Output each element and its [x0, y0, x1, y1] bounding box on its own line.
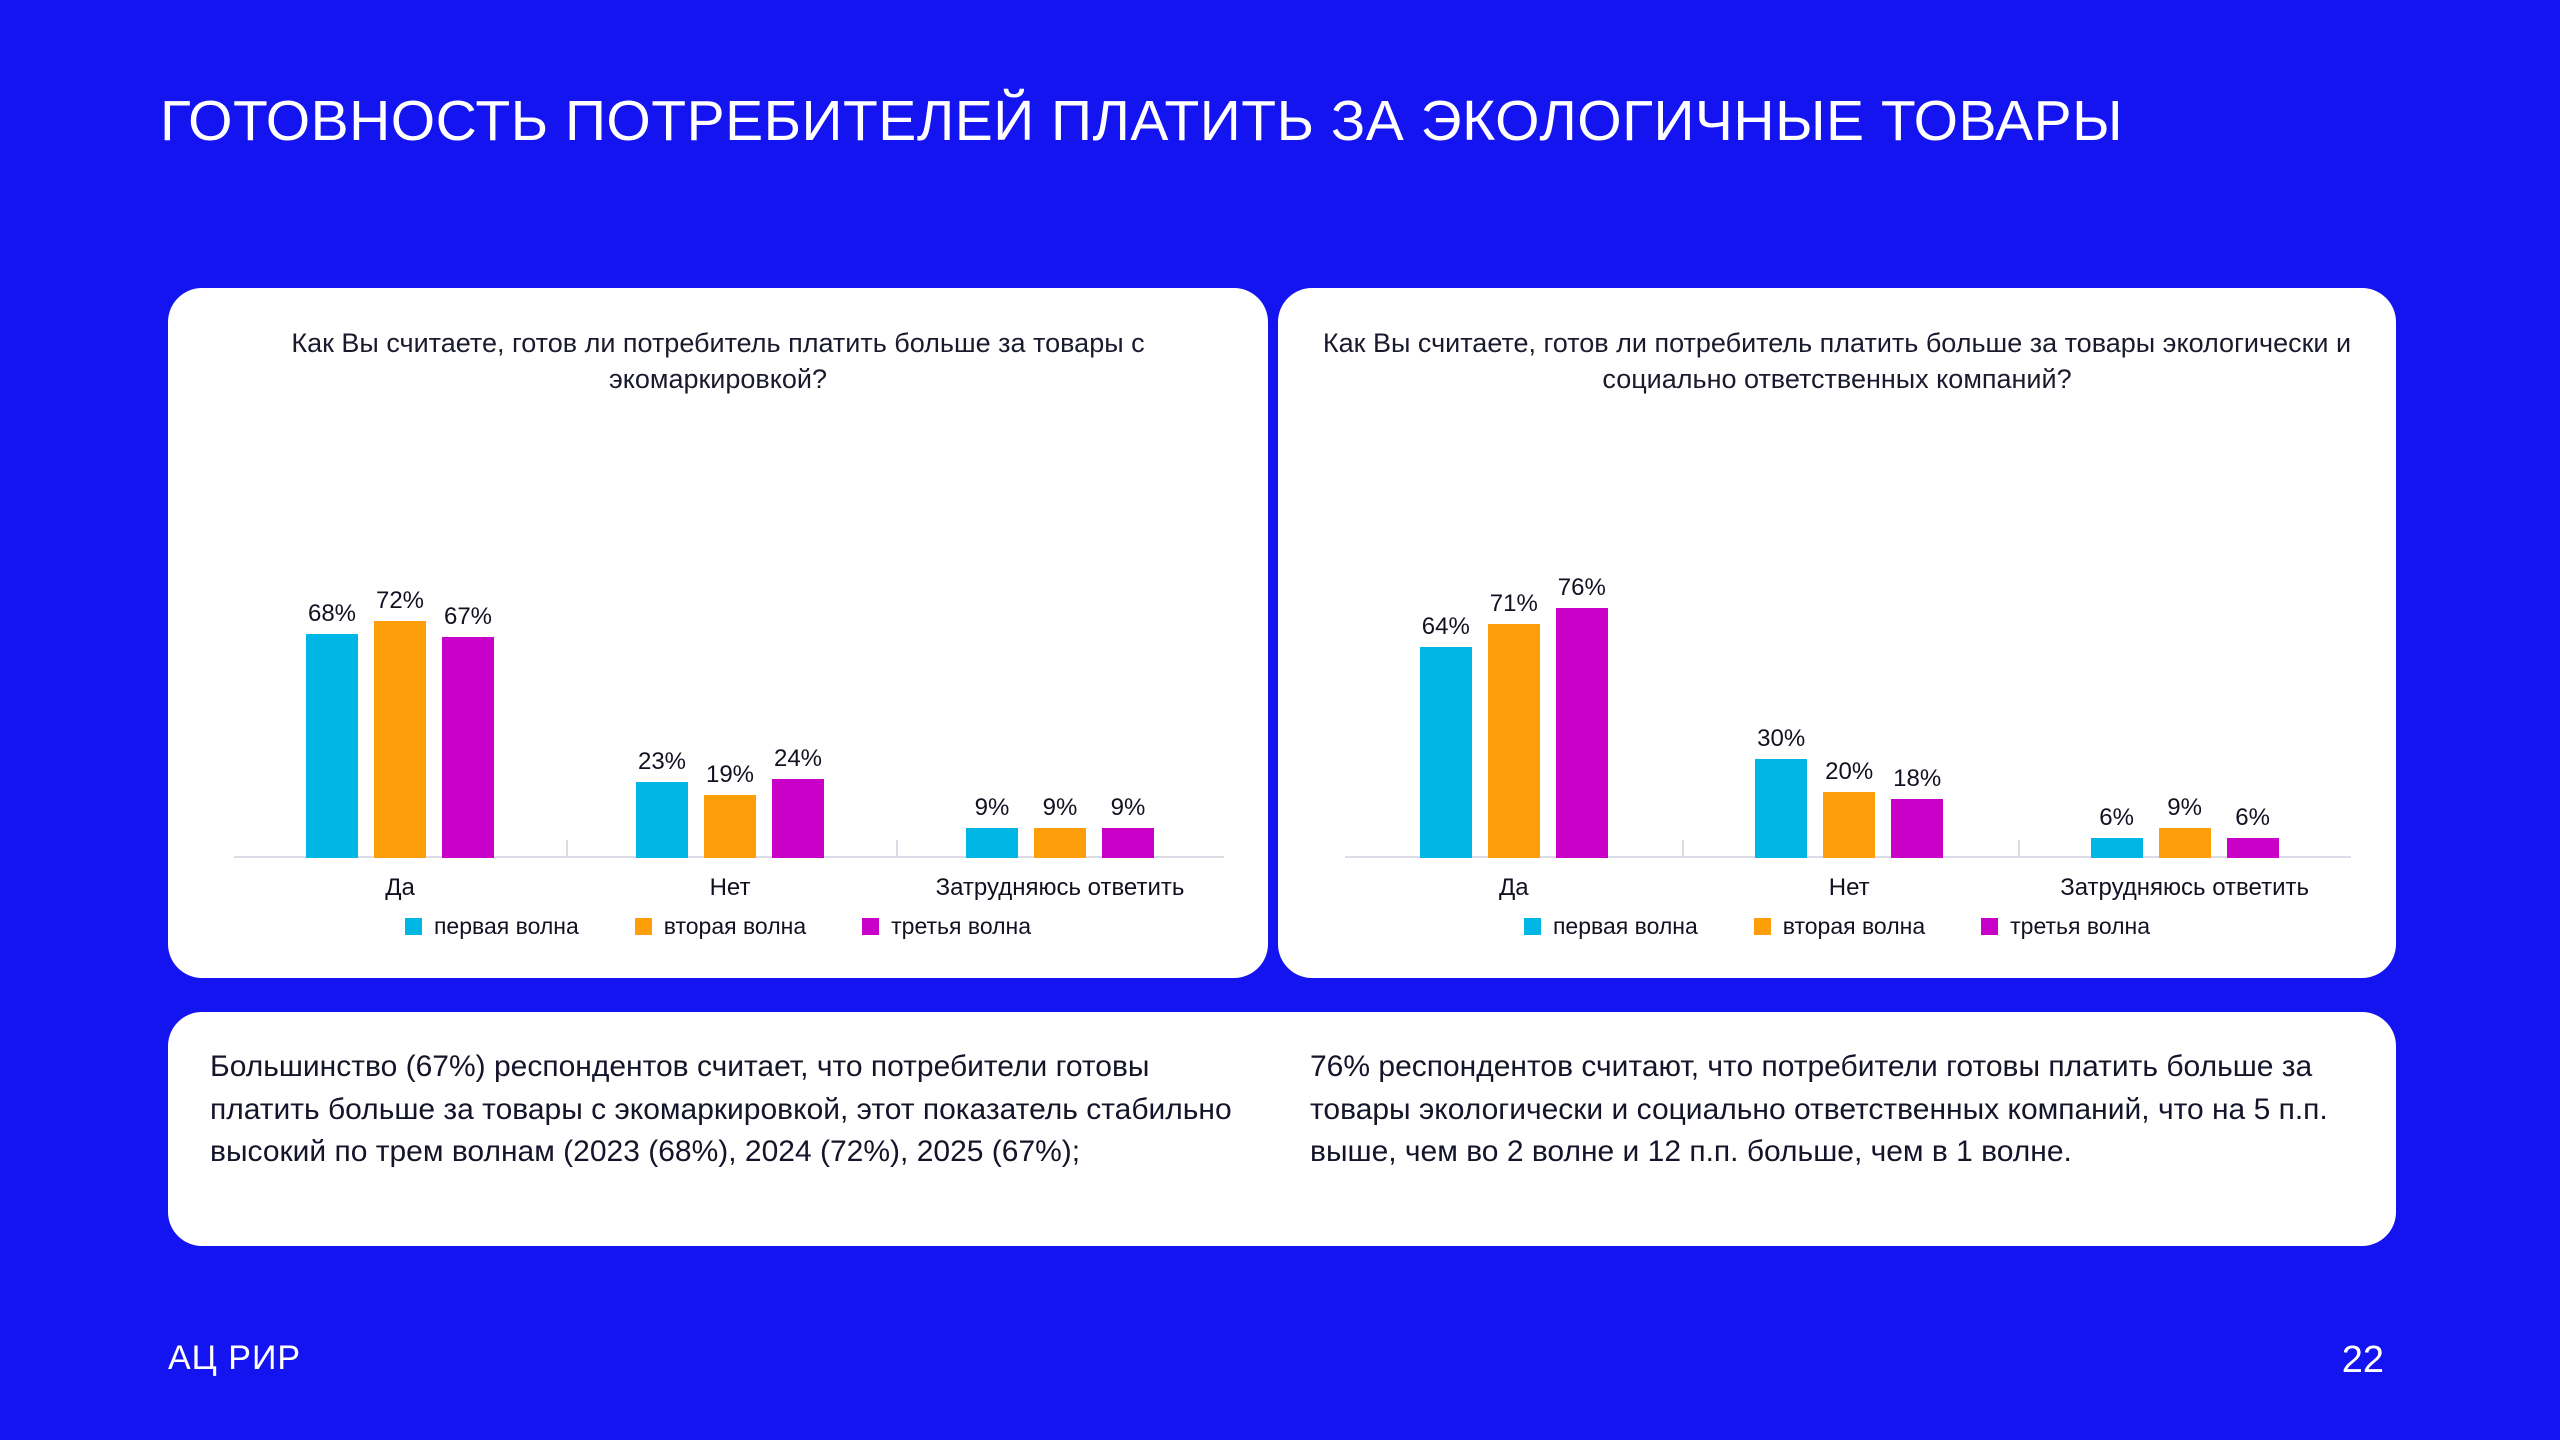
legend-item: [862, 913, 1031, 940]
legend-item: [635, 913, 806, 940]
bar-wave2: [1823, 792, 1875, 858]
bar-value-label: 18%: [1893, 765, 1942, 792]
bar-wave1: [2091, 838, 2143, 858]
legend-label: вторая волна: [1782, 913, 1926, 939]
chart-plot-right: [1278, 418, 2396, 901]
bar-value-label: 67%: [443, 603, 493, 630]
bar-value-label: 6%: [2099, 804, 2134, 831]
bar-wave1: [1755, 759, 1807, 858]
chart-legend-left: [168, 913, 1268, 940]
chart-question-left: Как Вы считаете, готов ли потребитель платить больше за товары с экомаркировкой?: [291, 328, 1145, 394]
bar-wrap: [1420, 418, 1472, 858]
summary-text-left: Большинство (67%) респондентов считает, что потребители готовы платить больше за товары с экомаркировкой, этот показатель стабильно высокий по трем волнам (2023 (68%), 2024 (72%), 2025 (67%);: [210, 1050, 1232, 1169]
category-label: Да: [1498, 874, 1529, 901]
bar-wrap: [306, 418, 358, 858]
bar-group: [1680, 418, 2015, 901]
bar-wrap: [1102, 418, 1154, 858]
bar-value-label: 30%: [1757, 725, 1806, 752]
chart-card-right: [1278, 288, 2396, 978]
bar-wrap: [1556, 418, 1608, 858]
bar-wave3: [442, 637, 494, 858]
legend-item: [1524, 913, 1698, 940]
bar-value-label: 72%: [375, 587, 425, 614]
legend-swatch-wave2: [1754, 918, 1771, 935]
legend-swatch-wave2: [635, 918, 652, 935]
bar-groups-left: [234, 418, 1224, 901]
bar-wrap: [1488, 418, 1540, 858]
legend-swatch-wave1: [1524, 918, 1541, 935]
legend-swatch-wave3: [1981, 918, 1998, 935]
bar-wrap: [1034, 418, 1086, 858]
bar-value-label: 20%: [1825, 758, 1874, 785]
bar-wrap: [374, 418, 426, 858]
bar-wave1: [1420, 647, 1472, 858]
bar-value-label: 71%: [1489, 590, 1538, 617]
legend-label: первая волна: [433, 913, 579, 939]
bar-wave3: [772, 779, 824, 858]
chart-question-right: Как Вы считаете, готов ли потребитель платить больше за товары экологически и социально ответственных компаний?: [1322, 328, 2352, 394]
bar-value-label: 23%: [637, 748, 687, 775]
bar-wave2: [704, 795, 756, 858]
category-label: Затрудняюсь ответить: [2060, 874, 2309, 901]
legend-item: [405, 913, 579, 940]
bar-wrap: [442, 418, 494, 858]
category-label: Затрудняюсь ответить: [935, 874, 1185, 901]
chart-legend-right: [1278, 913, 2396, 940]
bar-wrap: [704, 418, 756, 858]
bar-wrap: [1755, 418, 1807, 858]
bar-value-label: 76%: [1557, 574, 1606, 601]
bar-value-label: 19%: [705, 761, 755, 788]
chart-card-left: [168, 288, 1268, 978]
bar-wave3: [1102, 828, 1154, 858]
bar-wave1: [636, 782, 688, 858]
page-number: 22: [2341, 1339, 2384, 1381]
legend-label: третья волна: [891, 913, 1032, 939]
bar-wave3: [2227, 838, 2279, 858]
bar-group: [2016, 418, 2351, 901]
legend-label: первая волна: [1552, 913, 1698, 939]
bar-wave3: [1556, 608, 1608, 858]
bar-wrap: [2227, 418, 2279, 858]
bar-wave2: [1488, 624, 1540, 858]
bar-wave3: [1891, 799, 1943, 858]
bar-value-label: 9%: [1110, 794, 1146, 821]
bar-wave2: [1034, 828, 1086, 858]
bar-value-label: 68%: [307, 600, 357, 627]
bar-wave1: [306, 634, 358, 858]
bar-wrap: [1823, 418, 1875, 858]
bar-value-label: 9%: [974, 794, 1010, 821]
legend-label: третья волна: [2010, 913, 2151, 939]
summary-text-right: 76% респондентов считают, что потребители готовы платить больше за товары экологически и социально ответственных компаний, что на 5 п.п. выше, чем во 2 волне и 12 п.п. больше, чем в 1 волне.: [1310, 1050, 2328, 1169]
bar-wrap: [2159, 418, 2211, 858]
bar-groups-right: [1345, 418, 2351, 901]
bar-group: [234, 418, 564, 901]
summary-card: [168, 1012, 2396, 1246]
bar-wave2: [2159, 828, 2211, 858]
category-label: Да: [385, 874, 415, 901]
legend-item: [1981, 913, 2150, 940]
legend-item: [1754, 913, 1925, 940]
bar-value-label: 9%: [1042, 794, 1078, 821]
bar-value-label: 6%: [2235, 804, 2270, 831]
bar-value-label: 9%: [2167, 794, 2202, 821]
bar-group: [1345, 418, 1680, 901]
bar-wrap: [2091, 418, 2143, 858]
legend-swatch-wave1: [405, 918, 422, 935]
legend-label: вторая волна: [663, 913, 807, 939]
category-label: Нет: [709, 874, 751, 901]
footer-brand: АЦ РИР: [168, 1339, 302, 1377]
chart-plot-left: [168, 418, 1268, 901]
bar-wave2: [374, 621, 426, 858]
bar-value-label: 24%: [773, 745, 823, 772]
bar-wrap: [1891, 418, 1943, 858]
bar-wrap: [772, 418, 824, 858]
bar-wrap: [636, 418, 688, 858]
bar-group: [564, 418, 894, 901]
bar-group: [894, 418, 1224, 901]
bar-wave1: [966, 828, 1018, 858]
page-title: ГОТОВНОСТЬ ПОТРЕБИТЕЛЕЙ ПЛАТИТЬ ЗА ЭКОЛОГИЧНЫЕ ТОВАРЫ: [160, 89, 2124, 153]
category-label: Нет: [1828, 874, 1870, 901]
bar-value-label: 64%: [1421, 613, 1470, 640]
legend-swatch-wave3: [862, 918, 879, 935]
bar-wrap: [966, 418, 1018, 858]
